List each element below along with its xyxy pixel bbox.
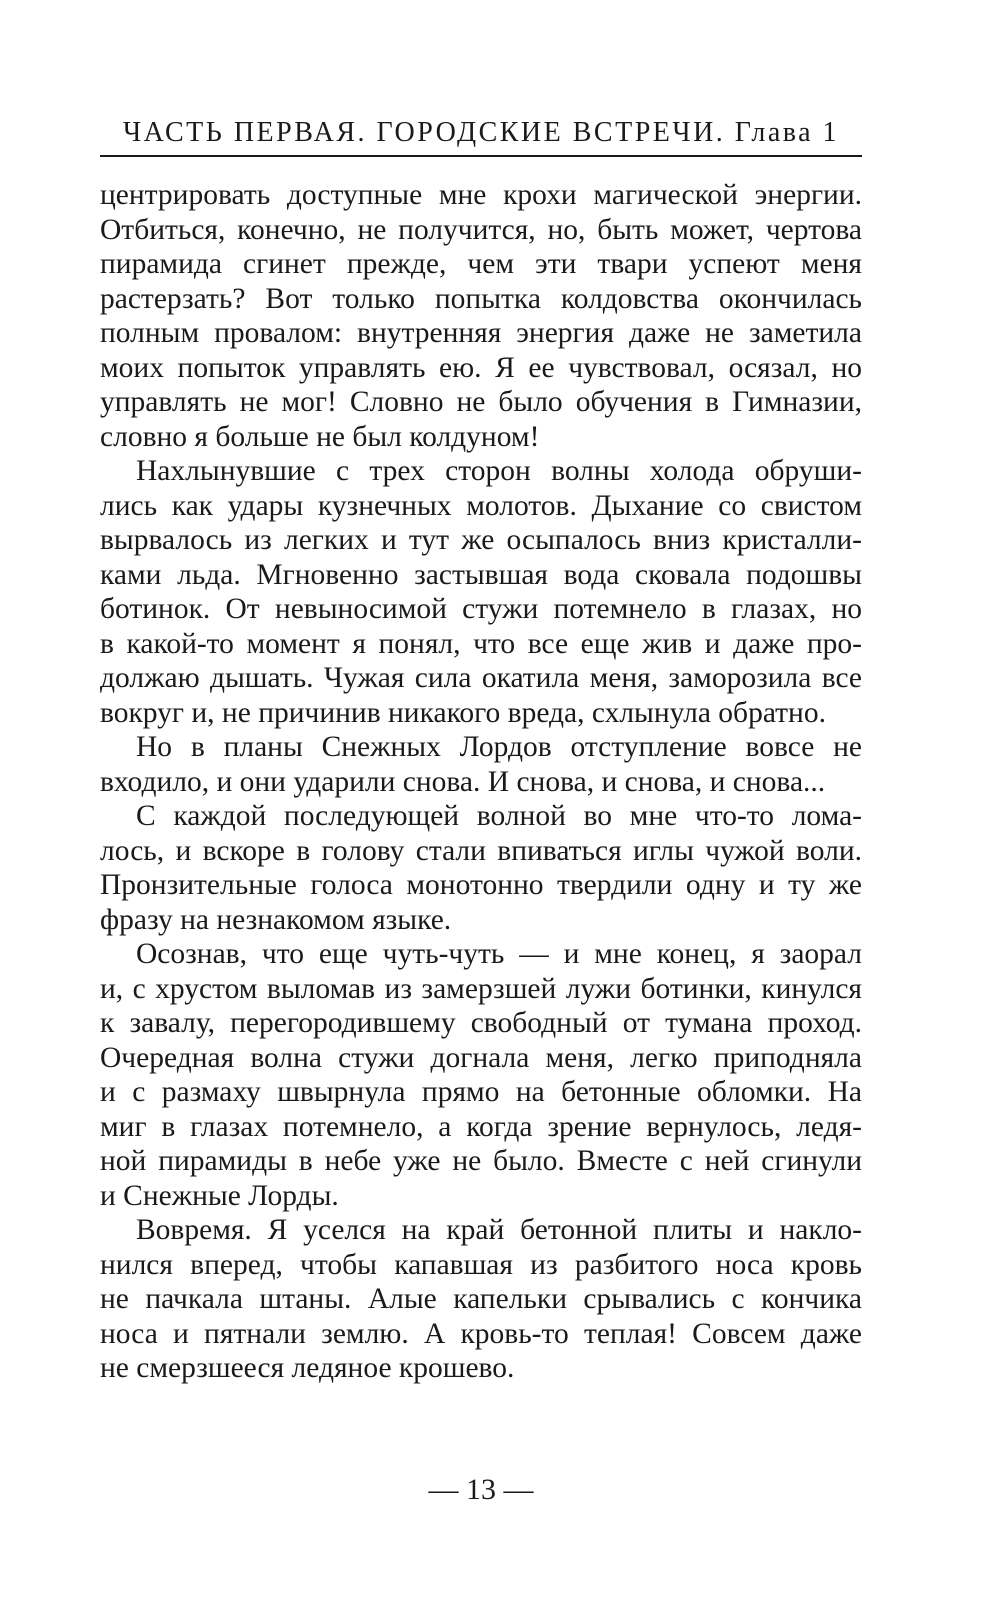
text-line: нился вперед, чтобы капавшая из разбитого носа кровь xyxy=(100,1248,862,1281)
text-line: центрировать доступные мне крохи магической энергии. xyxy=(100,179,862,211)
text-line: Но в планы Снежных Лордов отступление вовсе не xyxy=(136,731,862,763)
paragraph xyxy=(100,799,862,937)
text-line: Пронзительные голоса монотонно твердили одну и ту же xyxy=(100,869,862,901)
paragraph xyxy=(100,1213,862,1386)
text-line: Осознав, что еще чуть-чуть — и мне конец, я заорал xyxy=(136,938,862,970)
text-line: вокруг и, не причинив никакого вреда, схлынула обратно. xyxy=(100,696,826,729)
text-line: и, с хрустом выломав из замерзшей лужи ботинки, кинулся xyxy=(100,972,862,1005)
text-line: пирамида сгинет прежде, чем эти твари успеют меня xyxy=(100,248,862,280)
text-line: полным провалом: внутренняя энергия даже не заметила xyxy=(100,317,862,349)
text-line: носа и пятнали землю. А кровь-то теплая! Совсем даже xyxy=(100,1317,862,1350)
text-line: ботинок. От невыносимой стужи потемнело в глазах, но xyxy=(100,593,862,625)
paragraph xyxy=(100,178,862,454)
body-text xyxy=(100,178,862,1386)
text-line: и Снежные Лорды. xyxy=(100,1179,339,1212)
text-line: лось, и вскоре в голову стали впиваться иглы чужой воли. xyxy=(100,834,862,867)
text-line: не смерзшееся ледяное крошево. xyxy=(100,1352,515,1384)
text-line: Вовремя. Я уселся на край бетонной плиты и накло- xyxy=(136,1214,862,1246)
text-line: Очередная волна стужи догнала меня, легко приподняла xyxy=(100,1041,862,1074)
text-line: Нахлынувшие с трех сторон волны холода обруши- xyxy=(136,455,862,487)
text-line: лись как удары кузнечных молотов. Дыхание со свистом xyxy=(100,489,862,522)
text-line: С каждой последующей волной во мне что-то лома- xyxy=(136,800,862,832)
text-line: моих попыток управлять ею. Я ее чувствовал, осязал, но xyxy=(100,351,862,384)
header-rule xyxy=(100,155,862,157)
text-line: миг в глазах потемнело, а когда зрение вернулось, ледя- xyxy=(100,1110,862,1143)
text-line: фразу на незнакомом языке. xyxy=(100,903,452,936)
text-line: вырвалось из легких и тут же осыпалось вниз кристалли- xyxy=(100,524,862,556)
text-line: должаю дышать. Чужая сила окатила меня, заморозила все xyxy=(100,662,862,694)
text-line: и с размаху швырнула прямо на бетонные обломки. На xyxy=(100,1076,862,1108)
text-line: в какой-то момент я понял, что все еще жив и даже про- xyxy=(100,627,862,660)
running-header: ЧАСТЬ ПЕРВАЯ. ГОРОДСКИЕ ВСТРЕЧИ. Глава 1 xyxy=(122,117,840,148)
text-line: словно я больше не был колдуном! xyxy=(100,420,540,453)
text-line: управлять не мог! Словно не было обучения в Гимназии, xyxy=(100,386,862,418)
paragraph xyxy=(100,454,862,730)
text-line: ной пирамиды в небе уже не было. Вместе с ней сгинули xyxy=(100,1145,862,1177)
paragraph xyxy=(100,730,862,799)
text-line: растерзать? Вот только попытка колдовства окончилась xyxy=(100,282,862,315)
text-line: не пачкала штаны. Алые капельки срывались с кончика xyxy=(100,1283,862,1315)
text-line: к завалу, перегородившему свободный от тумана проход. xyxy=(100,1007,862,1039)
text-line: входило, и они ударили снова. И снова, и снова, и снова... xyxy=(100,765,826,798)
text-line: ками льда. Мгновенно застывшая вода сковала подошвы xyxy=(100,558,862,591)
paragraph xyxy=(100,937,862,1213)
text-line: Отбиться, конечно, не получится, но, быть может, чертова xyxy=(100,213,862,246)
page-number: — 13 — xyxy=(428,1473,534,1506)
